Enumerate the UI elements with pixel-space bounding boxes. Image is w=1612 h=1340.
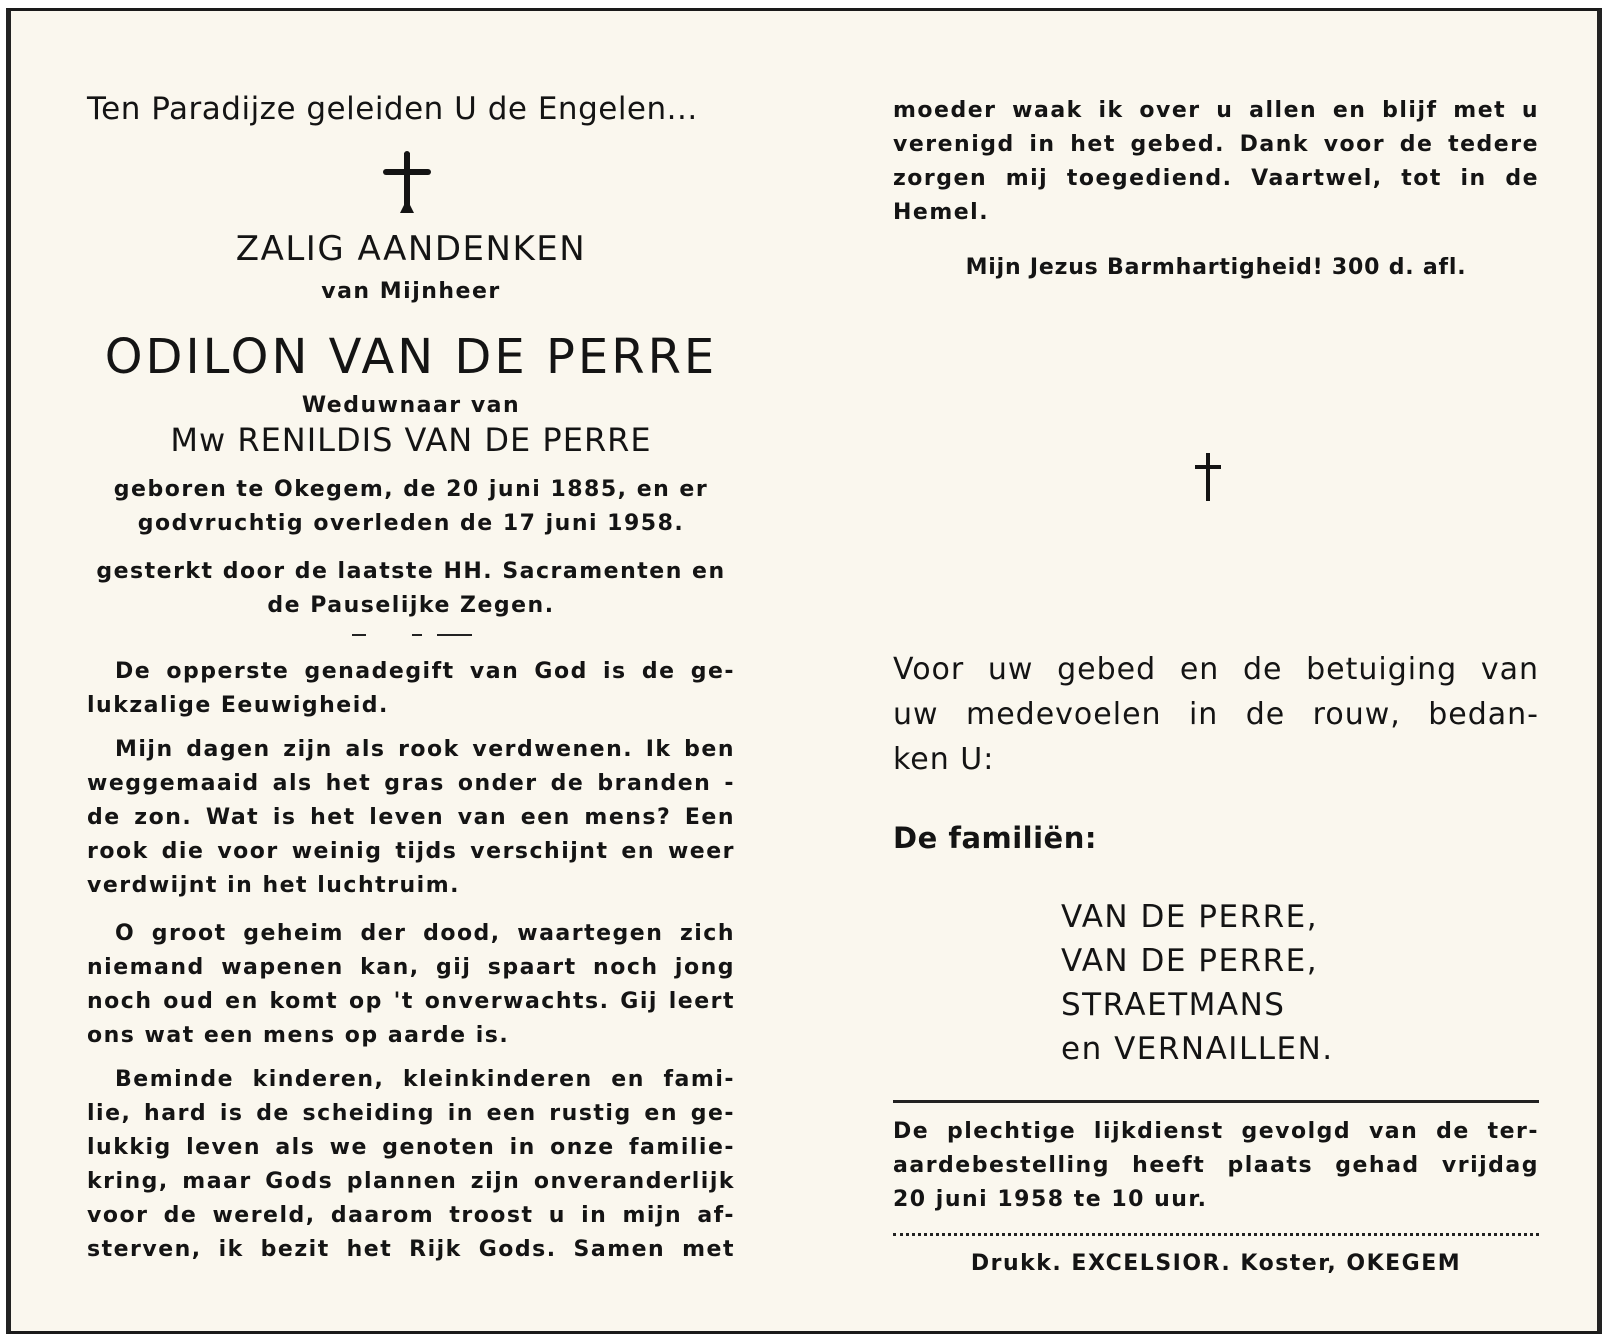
birth-line: geboren te Okegem, de 20 juni 1885, en er [113, 477, 709, 502]
family-name: en VERNAILLEN. [1061, 1031, 1334, 1067]
text-line: ons wat een mens op aarde is. [87, 1023, 510, 1048]
text-line: De plechtige lijkdienst gevolgd van de ter- [893, 1119, 1539, 1144]
text-line: de zon. Wat is het leven van een mens? Een [87, 805, 735, 830]
spouse-name: Mw RENILDIS VAN DE PERRE [170, 421, 652, 459]
funeral-service-text [893, 1115, 1539, 1217]
text-line: noch oud en komt op 't onverwachts. Gij leert [87, 989, 735, 1014]
text-line: moeder waak ik over u allen en blijf met u [893, 98, 1539, 123]
family-name: VAN DE PERRE, [1061, 899, 1319, 935]
text-line: lukzalige Eeuwigheid. [87, 693, 389, 718]
sacraments-line-1: gesterkt door de laatste HH. Sacramenten en [96, 559, 726, 584]
printer-credit: Drukk. EXCELSIOR. Koster, OKEGEM [970, 1251, 1462, 1276]
text-line: niemand wapenen kan, gij spaart noch jong [87, 955, 735, 980]
text-line: lukkig leven als we genoten in onze familie- [87, 1135, 735, 1160]
text-line: Mijn dagen zijn als rook verdwenen. Ik ben [115, 737, 735, 762]
card-title: ZALIG AANDENKEN [235, 229, 587, 269]
cross-icon [382, 151, 432, 217]
thanks-text [893, 647, 1539, 782]
paragraph-3 [87, 917, 735, 1053]
cross-icon [1193, 453, 1223, 501]
text-line: verdwijnt in het luchtruim. [87, 873, 460, 898]
text-line: 20 juni 1958 te 10 uur. [893, 1187, 1208, 1212]
text-line: uw medevoelen in de rouw, bedan- [893, 697, 1539, 732]
text-line: lie, hard is de scheiding in een rustig en ge- [87, 1101, 735, 1126]
text-line: verenigd in het gebed. Dank voor de tedere [893, 132, 1539, 157]
paragraph-2 [87, 733, 735, 903]
families-list [1061, 895, 1334, 1071]
divider-line [893, 1100, 1539, 1103]
text-line: Beminde kinderen, kleinkinderen en fami- [115, 1067, 735, 1092]
memorial-card [6, 8, 1602, 1334]
sacraments-line-2: de Pauselijke Zegen. [267, 593, 555, 618]
paragraph-continued [893, 94, 1539, 230]
separator-rule [352, 634, 472, 636]
text-line: weggemaaid als het gras onder de branden - [87, 771, 735, 796]
text-line: Voor uw gebed en de betuiging van [893, 652, 1539, 687]
deceased-name: ODILON VAN DE PERRE [104, 329, 718, 385]
text-line: ken U: [893, 742, 995, 777]
text-line: zorgen mij toegediend. Vaartwel, tot in de [893, 166, 1539, 191]
text-line: O groot geheim der dood, waartegen zich [115, 921, 735, 946]
card-subtitle: van Mijnheer [321, 279, 501, 304]
text-line: voor de wereld, daarom troost u in mijn af- [87, 1203, 735, 1228]
families-label: De familiën: [893, 821, 1097, 855]
family-name: STRAETMANS [1061, 987, 1286, 1023]
heading: Ten Paradijze geleiden U de Engelen... [87, 91, 698, 127]
paragraph-4 [87, 1063, 735, 1267]
text-line: sterven, ik bezit het Rijk Gods. Samen met [87, 1237, 735, 1262]
dotted-divider [893, 1233, 1539, 1236]
indulgence-prayer: Mijn Jezus Barmhartigheid! 300 d. afl. [965, 255, 1467, 280]
death-line: godvruchtig overleden de 17 juni 1958. [137, 511, 685, 536]
text-line: aardebestelling heeft plaats gehad vrijdag [893, 1153, 1539, 1178]
widower-label: Weduwnaar van [301, 393, 521, 418]
text-line: kring, maar Gods plannen zijn onveranderlijk [87, 1169, 735, 1194]
family-name: VAN DE PERRE, [1061, 943, 1319, 979]
text-line: De opperste genadegift van God is de ge- [115, 659, 735, 684]
text-line: Hemel. [893, 200, 990, 225]
paragraph-1 [87, 655, 735, 723]
text-line: rook die voor weinig tijds verschijnt en weer [87, 839, 735, 864]
